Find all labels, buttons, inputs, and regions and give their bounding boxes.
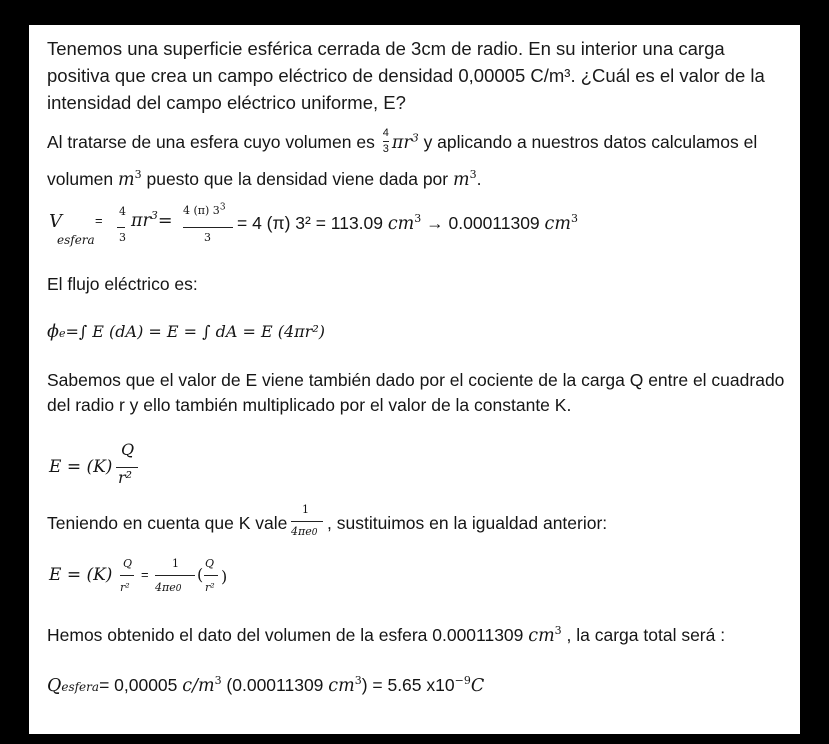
fraction-denominator: r² [120, 581, 130, 594]
fraction-bar [155, 575, 195, 576]
subscript-esfera: esfera [61, 680, 100, 694]
text-segment: Teniendo en cuenta que K vale [47, 513, 288, 533]
text-segment: Hemos obtenido el dato del volumen de la esfera 0.00011309 [47, 625, 529, 645]
phi-symbol: ϕ [47, 322, 59, 342]
fraction-denominator: 3 [382, 143, 389, 155]
exponent: 3 [554, 624, 562, 638]
exponent: 3 [354, 674, 362, 688]
pi-r: πr [131, 211, 151, 231]
subscript-0: 0 [175, 584, 182, 594]
equals-sign: = [141, 567, 149, 582]
fraction-numerator: 4 [382, 127, 389, 139]
text-segment: , la carga total será : [561, 625, 726, 645]
exponent: 3 [214, 674, 222, 688]
open-paren: ( [197, 565, 204, 584]
fraction-bar [204, 575, 218, 576]
fraction-numerator: Q [205, 557, 215, 570]
volume-equation [47, 202, 787, 251]
fraction-bar [291, 521, 323, 522]
text-segment: puesto que la densidad viene dada por [141, 169, 453, 189]
flux-expression: =∫ E (dA) = E = ∫ dA = E (4πr²) [65, 322, 325, 341]
fraction-bar [120, 575, 134, 576]
volume-explanation-line-2 [47, 169, 481, 190]
subscript-esfera: esfera [57, 233, 95, 247]
fraction-numerator: Q [121, 440, 135, 459]
volume-result [237, 213, 578, 234]
field-equation-1 [47, 440, 247, 491]
volume-result-line [47, 625, 725, 646]
denominator-text: 4πe [291, 525, 312, 538]
fraction-numerator: Q [123, 557, 133, 570]
unit-cm: cm [544, 214, 571, 234]
unit-C: C [470, 676, 485, 696]
arrow-text: → 0.00011309 [421, 213, 545, 233]
unit-cm: cm [328, 676, 355, 696]
fraction-bar [383, 141, 389, 142]
fraction-denominator [155, 581, 181, 594]
intro-line-3: intensidad del campo eléctrico uniforme, E? [47, 92, 406, 113]
equals-sign: = [157, 211, 173, 231]
fraction-numerator: 4 [119, 205, 126, 218]
unit-c-per-m: c/m [182, 676, 215, 696]
volume-explanation-line-1 [47, 129, 757, 158]
fraction-bar [117, 227, 125, 228]
text-segment: ) = 5.65 x10 [361, 675, 455, 695]
exponent: 3 [219, 202, 226, 213]
numerator-text: 4 (π) 3 [183, 204, 220, 217]
equals-sign: = [95, 213, 103, 228]
intro-line-2: positiva que crea un campo eléctrico de densidad 0,00005 C/m³. ¿Cuál es el valor de la [47, 65, 765, 86]
pi-r-cubed [131, 211, 173, 231]
flux-equation [47, 321, 325, 342]
unit-cm: cm [387, 214, 415, 234]
subscript-0: 0 [311, 528, 318, 538]
charge-explanation-line-2: del radio r y ello también multiplicado por el valor de la constante K. [47, 395, 572, 415]
text-segment: = 4 (π) 3² = 113.09 [237, 213, 388, 233]
exponent: −9 [454, 674, 471, 688]
exponent: 3 [570, 212, 578, 226]
fraction-numerator: 1 [172, 557, 179, 570]
unit-m: m [452, 170, 470, 190]
fraction-bar [183, 227, 233, 228]
exponent: 3 [150, 209, 158, 223]
document-page [29, 25, 800, 734]
fraction-denominator: 3 [119, 231, 126, 244]
exponent: 3 [414, 212, 422, 226]
lhs-E-K: E = (K) [49, 565, 113, 585]
close-paren: ) [221, 567, 228, 586]
field-equation-2 [47, 553, 347, 603]
pi-r: πr [391, 133, 412, 154]
text-segment: y aplicando a nuestros datos calculamos el [418, 132, 758, 153]
subscript-e: e [58, 327, 66, 340]
text-segment: volumen [47, 169, 119, 189]
k-constant-line [47, 503, 787, 547]
text-segment: . [476, 169, 482, 189]
fraction-denominator [291, 525, 317, 538]
fraction-denominator: r² [205, 581, 215, 594]
flux-label: El flujo eléctrico es: [47, 274, 198, 294]
var-V: V [49, 211, 62, 232]
charge-explanation-line-1: Sabemos que el valor de E viene también dado por el cociente de la carga Q entre el cuadrado [47, 370, 785, 390]
unit-cm: cm [528, 626, 555, 646]
text-segment: = 0,00005 [99, 675, 183, 695]
denominator-text: 4πe [155, 581, 176, 594]
intro-line-1: Tenemos una superficie esférica cerrada de 3cm de radio. En su interior una carga [47, 38, 725, 59]
fraction-denominator: r² [118, 468, 133, 487]
fraction-numerator [183, 204, 226, 217]
lhs-E-K: E = (K) [49, 457, 113, 477]
charge-equation [47, 675, 484, 696]
text-segment: (0.00011309 [221, 675, 329, 695]
text-segment: Al tratarse de una esfera cuyo volumen es [47, 132, 375, 153]
exponent: 3 [134, 168, 142, 182]
text-segment: , sustituimos en la igualdad anterior: [327, 513, 608, 533]
exponent: 3 [469, 168, 477, 182]
unit-m: m [118, 170, 135, 190]
var-Q: Q [47, 676, 62, 696]
fraction-denominator: 3 [204, 231, 211, 244]
fraction-numerator: 1 [302, 503, 309, 516]
fraction-4-3 [383, 127, 389, 156]
exponent: 3 [411, 131, 419, 145]
